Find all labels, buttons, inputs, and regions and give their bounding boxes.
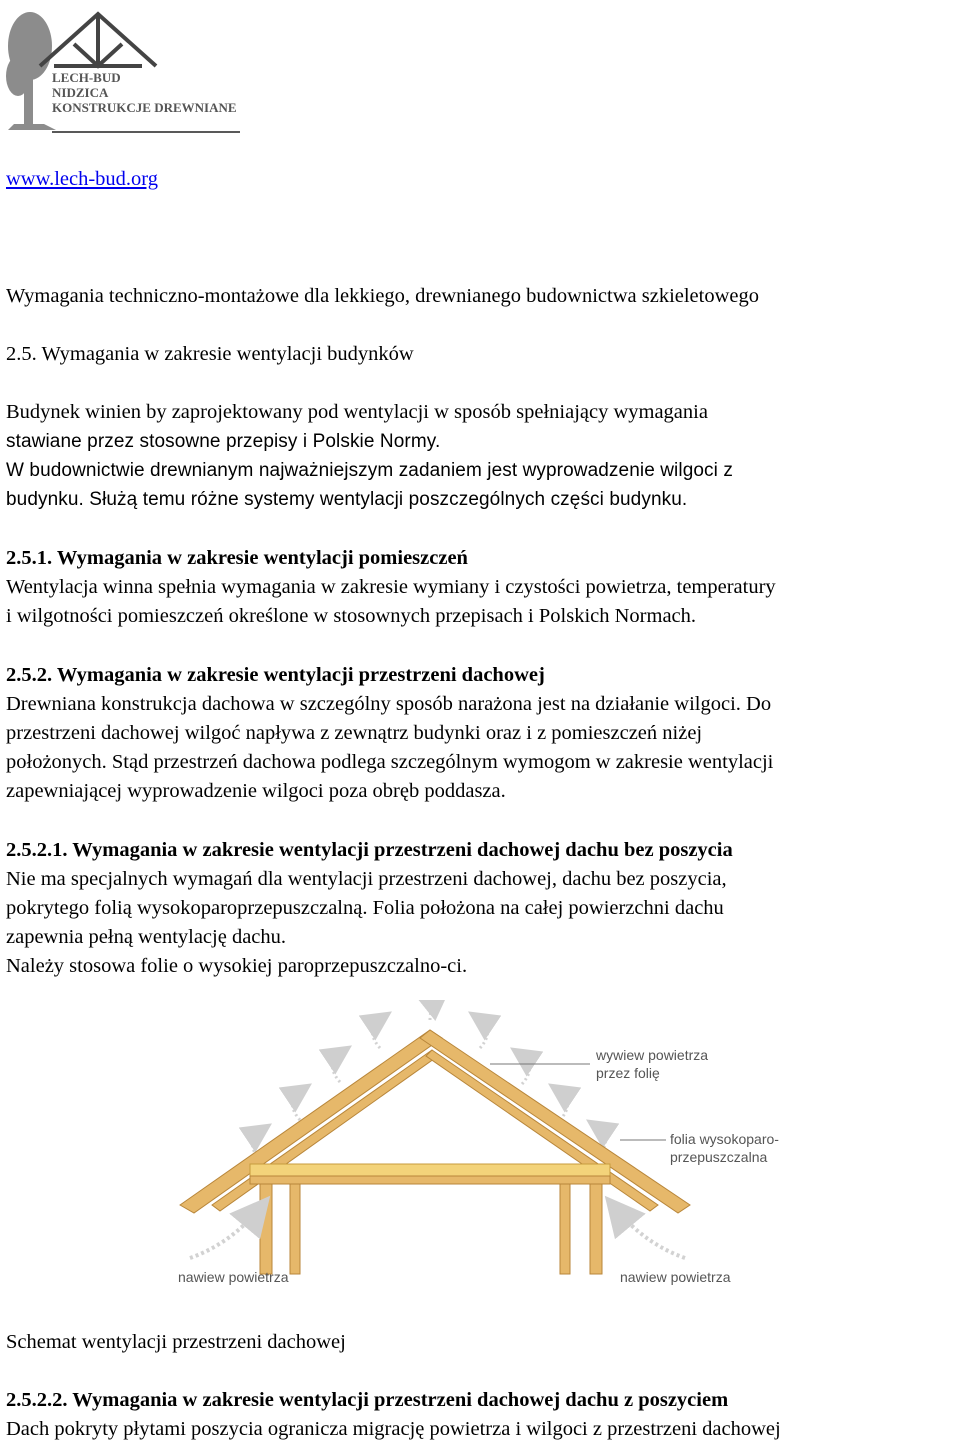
paragraph-line: zapewnia pełną wentylację dachu.	[6, 926, 287, 948]
paragraph-line: i wilgotności pomieszczeń określone w stosownych przepisach i Polskich Normach.	[6, 605, 697, 627]
label-exhaust-1: wywiew powietrza	[596, 1047, 709, 1063]
diagram-caption: Schemat wentylacji przestrzeni dachowej	[6, 1331, 346, 1353]
label-foil-2: przepuszczalna	[670, 1149, 768, 1165]
paragraph-line: stawiane przez stosowne przepisy i Polskie Normy.	[6, 431, 441, 452]
paragraph-line: W budownictwie drewnianym najważniejszym zadaniem jest wyprowadzenie wilgoci z	[6, 460, 733, 481]
paragraph-line: zapewniającej wyprowadzenie wilgoci poza obręb poddasza.	[6, 780, 506, 802]
label-intake-left: nawiew powietrza	[178, 1269, 289, 1285]
paragraph-line: Należy stosowa folie o wysokiej paroprzepuszczalno-ci.	[6, 955, 468, 977]
insulation-layer	[250, 1164, 610, 1176]
label-exhaust-2: przez folię	[596, 1065, 660, 1081]
paragraph-line: pokrytego folią wysokoparoprzepuszczalną. Folia położona na całej powierzchni dachu	[6, 897, 724, 919]
paragraph-line: Budynek winien by zaprojektowany pod wentylacji w sposób spełniający wymagania	[6, 401, 708, 423]
ceiling-joist	[250, 1176, 610, 1184]
document-title: Wymagania techniczno-montażowe dla lekkiego, drewnianego budownictwa szkieletowego	[6, 285, 760, 307]
website-link[interactable]: www.lech-bud.org	[6, 168, 159, 190]
truss-icon	[40, 14, 156, 66]
logo-line1: LECH-BUD	[52, 70, 121, 85]
section-2-5-1	[6, 544, 776, 631]
section-2-5-heading: 2.5. Wymagania w zakresie wentylacji budynków	[6, 343, 414, 365]
section-2-5-2	[6, 661, 773, 806]
logo-line2: NIDZICA	[52, 85, 109, 100]
section-2-5-2-1-heading: 2.5.2.1. Wymagania w zakresie wentylacji przestrzeni dachowej dachu bez poszycia	[6, 839, 733, 861]
section-2-5-2-2-heading: 2.5.2.2. Wymagania w zakresie wentylacji przestrzeni dachowej dachu z poszyciem	[6, 1389, 729, 1411]
section-2-5-1-heading: 2.5.1. Wymagania w zakresie wentylacji pomieszczeń	[6, 547, 468, 569]
paragraph-line: położonych. Stąd przestrzeń dachowa podlega szczególnym wymogom w zakresie wentylacji	[6, 751, 774, 773]
section-2-5-2-heading: 2.5.2. Wymagania w zakresie wentylacji przestrzeni dachowej	[6, 664, 545, 686]
paragraph-line: Dach pokryty płytami poszycia ogranicza migrację powietrza i wilgoci z przestrzeni dachowej	[6, 1418, 781, 1440]
tree-icon	[6, 12, 56, 130]
label-foil-1: folia wysokoparo-	[670, 1131, 779, 1147]
paragraph-line: Wentylacja winna spełnia wymagania w zakresie wymiany i czystości powietrza, temperatury	[6, 576, 776, 598]
paragraph-line: Drewniana konstrukcja dachowa w szczególny sposób narażona jest na działanie wilgoci. Do	[6, 693, 772, 715]
wall-studs	[260, 1184, 602, 1274]
logo-line3: KONSTRUKCJE DREWNIANE	[52, 100, 237, 115]
section-2-5-body	[6, 398, 733, 514]
paragraph-line: Nie ma specjalnych wymagań dla wentylacji przestrzeni dachowej, dachu bez poszycia,	[6, 868, 727, 890]
paragraph-line: budynku. Służą temu różne systemy wentylacji poszczególnych części budynku.	[6, 489, 688, 510]
section-2-5-2-1	[6, 836, 733, 981]
paragraph-line: przestrzeni dachowej wilgoć napływa z zewnątrz budynki oraz i z pomieszczeń niżej	[6, 722, 703, 744]
roof-ventilation-diagram	[150, 1000, 830, 1300]
company-logo	[4, 6, 266, 134]
label-intake-right: nawiew powietrza	[620, 1269, 731, 1285]
section-2-5-2-2	[6, 1386, 781, 1444]
